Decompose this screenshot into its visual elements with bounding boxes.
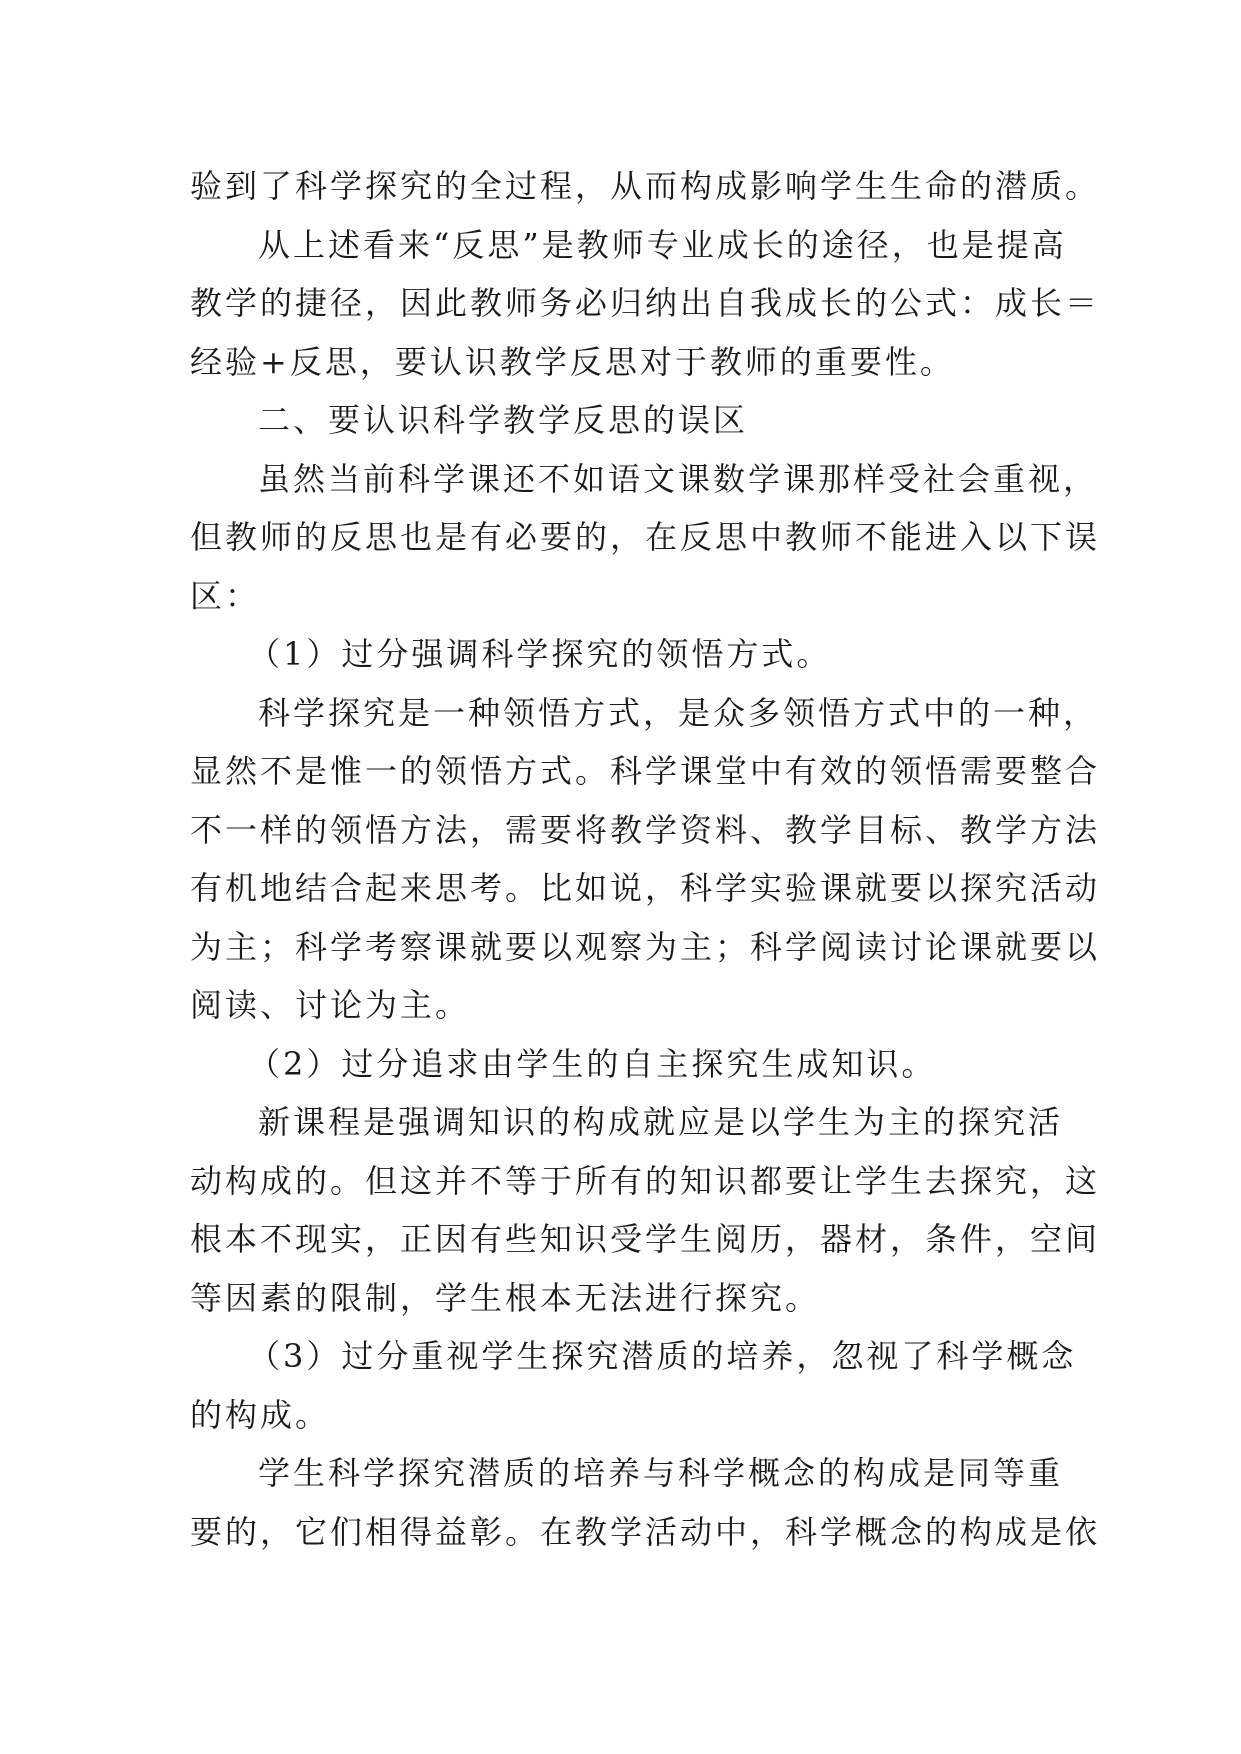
text-line: 验到了科学探究的全过程，从而构成影响学生生命的潜质。 [190, 167, 1101, 205]
text-line: 等因素的限制，学生根本无法进行探究。 [190, 1278, 821, 1317]
section-heading: 二、要认识科学教学反思的误区 [258, 401, 749, 439]
text-line: 动构成的。但这并不等于所有的知识都要让学生去探究，这 [190, 1161, 1101, 1200]
list-item-heading: （3）过分重视学生探究潜质的培养，忽视了科学概念 [248, 1337, 1077, 1375]
text-line: 新课程是强调知识的构成就应是以学生为主的探究活 [258, 1103, 1064, 1141]
text-line: 经验+反思，要认识教学反思对于教师的重要性。 [190, 342, 955, 381]
text-line: 学生科学探究潜质的培养与科学概念的构成是同等重 [258, 1454, 1064, 1492]
text-line: 虽然当前科学课还不如语文课数学课那样受社会重视， [258, 459, 1099, 498]
text-line: 但教师的反思也是有必要的，在反思中教师不能进入以下误 [190, 518, 1101, 556]
list-item-heading: （2）过分追求由学生的自主探究生成知识。 [248, 1044, 937, 1083]
text-line: 显然不是惟一的领悟方式。科学课堂中有效的领悟需要整合 [190, 752, 1101, 790]
body-text [190, 157, 1101, 1561]
text-line: 要的，它们相得益彰。在教学活动中，科学概念的构成是依 [190, 1512, 1101, 1551]
text-line: 根本不现实，正因有些知识受学生阅历，器材，条件，空间 [190, 1220, 1101, 1258]
text-line: 阅读、讨论为主。 [190, 986, 471, 1024]
text-line: 区： [190, 576, 261, 615]
text-line: 有机地结合起来思考。比如说，科学实验课就要以探究活动 [190, 869, 1101, 907]
text-line: 科学探究是一种领悟方式，是众多领悟方式中的一种， [258, 693, 1099, 732]
text-line: 为主；科学考察课就要以观察为主；科学阅读讨论课就要以 [190, 927, 1101, 966]
list-item-heading: （1）过分强调科学探究的领悟方式。 [248, 635, 832, 673]
text-line: 不一样的领悟方法，需要将教学资料、教学目标、教学方法 [190, 810, 1101, 849]
text-line: 教学的捷径，因此教师务必归纳出自我成长的公式：成长＝ [190, 284, 1101, 322]
text-line: 从上述看来“反思”是教师专业成长的途径，也是提高 [258, 225, 1067, 264]
text-line: 的构成。 [190, 1395, 331, 1434]
